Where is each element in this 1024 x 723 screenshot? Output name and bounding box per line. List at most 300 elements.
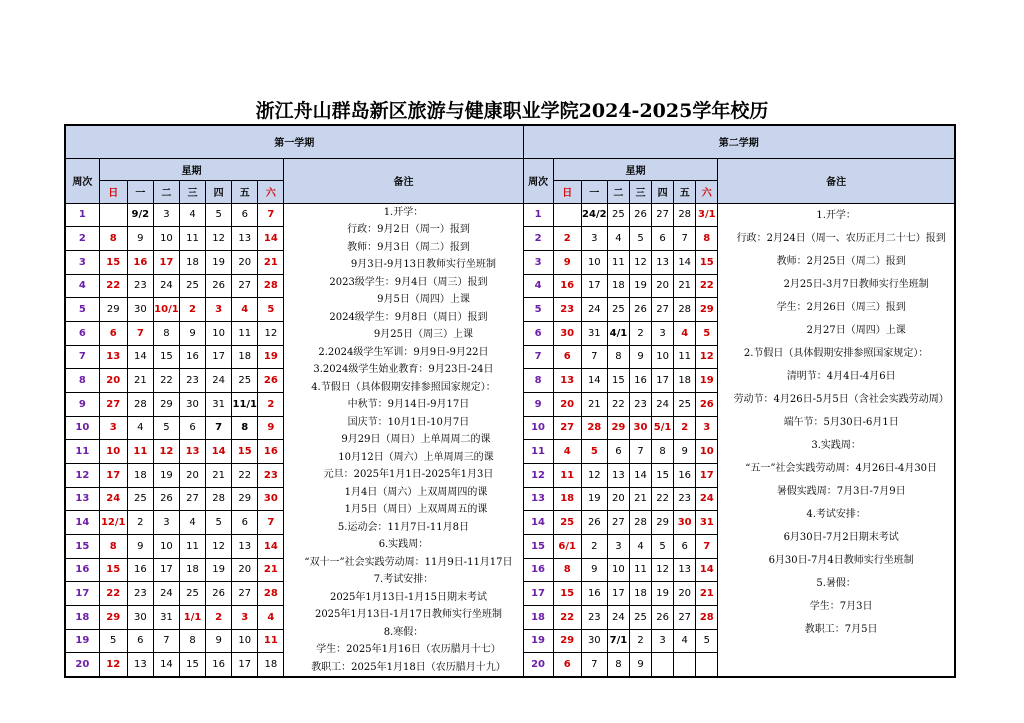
sem2-day-cell: 28	[696, 605, 718, 629]
sem2-day-cell: 26	[629, 298, 651, 322]
note-line: 3.实践周：	[811, 439, 861, 451]
sem2-day-cell: 8	[607, 653, 629, 677]
note-line: 2025年1月13日-1月17日教师实行坐班制	[314, 609, 502, 620]
sem1-week-number: 12	[65, 463, 99, 487]
note-line: 8.寒假：	[383, 626, 424, 638]
sem1-day-cell: 14	[206, 440, 232, 464]
sem2-day-cell: 4	[607, 227, 629, 251]
sem2-day-cell: 17	[652, 369, 674, 393]
week-col-header: 周次	[65, 158, 99, 203]
sem1-day-cell: 28	[258, 582, 284, 606]
sem2-day-cell: 25	[607, 203, 629, 227]
sem2-week-number: 20	[523, 653, 553, 677]
sem2-day-cell: 14	[629, 463, 651, 487]
sem1-week-number: 9	[65, 392, 99, 416]
note-line: 1月5日（周日）上双周周五的课	[344, 504, 488, 515]
sem1-day-cell: 12	[206, 534, 232, 558]
sem1-day-cell: 27	[99, 392, 127, 416]
note-line: “五一”社会实践劳动周：4月26日-4月30日	[745, 462, 938, 474]
sem1-day-cell: 6	[179, 416, 205, 440]
sem1-day-cell: 18	[258, 653, 284, 677]
sem1-day-cell: 10/1	[153, 298, 179, 322]
sem1-day-cell: 17	[232, 653, 258, 677]
sem2-day-cell: 25	[607, 298, 629, 322]
sem2-day-cell: 27	[607, 511, 629, 535]
day-header-sun: 日	[553, 181, 581, 204]
sem1-day-cell: 28	[258, 274, 284, 298]
note-line: 行政：2月24日（周一、农历正月二十七）报到	[736, 232, 946, 244]
sem2-day-cell: 27	[652, 298, 674, 322]
sem2-week-number: 9	[523, 392, 553, 416]
calendar-table	[64, 124, 956, 678]
day-header-mon: 一	[127, 181, 153, 204]
sem2-week-number: 1	[523, 203, 553, 227]
sem1-day-cell: 3	[232, 605, 258, 629]
sem2-day-cell: 5	[629, 227, 651, 251]
sem2-day-cell: 20	[607, 487, 629, 511]
day-header-sat: 六	[258, 181, 284, 204]
sem2-day-cell: 12	[696, 345, 718, 369]
sem1-day-cell: 13	[99, 345, 127, 369]
sem2-day-cell: 4	[629, 534, 651, 558]
sem2-day-cell: 18	[553, 487, 581, 511]
sem1-week-number: 3	[65, 250, 99, 274]
sem1-day-cell: 30	[127, 605, 153, 629]
sem1-day-cell: 3	[206, 298, 232, 322]
sem1-day-cell: 6	[127, 629, 153, 653]
sem1-day-cell: 7	[258, 203, 284, 227]
sem2-day-cell: 16	[553, 274, 581, 298]
sem1-day-cell: 21	[206, 463, 232, 487]
sem2-day-cell: 31	[696, 511, 718, 535]
day-header-thu: 四	[206, 181, 232, 204]
note-line: 3.2024级学生始业教育：9月23日-24日	[313, 364, 494, 375]
sem2-day-cell: 2	[581, 534, 607, 558]
sem2-day-cell: 3	[652, 629, 674, 653]
sem2-week-number: 18	[523, 605, 553, 629]
sem1-day-cell: 31	[206, 392, 232, 416]
sem2-day-cell: 4	[553, 440, 581, 464]
sem1-day-cell: 28	[127, 392, 153, 416]
sem1-day-cell: 8	[99, 534, 127, 558]
sem2-day-cell: 13	[607, 463, 629, 487]
sem2-week-number: 16	[523, 558, 553, 582]
sem1-day-cell: 9	[206, 629, 232, 653]
sem2-day-cell: 19	[652, 582, 674, 606]
sem2-day-cell: 15	[696, 250, 718, 274]
sem1-day-cell: 14	[127, 345, 153, 369]
note-line: 6月30日-7月4日教师实行坐班制	[768, 554, 914, 566]
sem1-day-cell: 21	[258, 250, 284, 274]
note-line: 6月30日-7月2日期末考试	[783, 531, 899, 543]
sem2-day-cell	[696, 653, 718, 677]
sem2-day-cell: 22	[553, 605, 581, 629]
sem1-day-cell: 12	[99, 653, 127, 677]
sem1-day-cell: 14	[258, 227, 284, 251]
sem1-day-cell: 12	[258, 321, 284, 345]
sem1-day-cell: 10	[153, 227, 179, 251]
sem1-day-cell: 15	[153, 345, 179, 369]
sem2-week-number: 4	[523, 274, 553, 298]
sem2-day-cell: 22	[652, 487, 674, 511]
sem2-week-number: 19	[523, 629, 553, 653]
sem1-day-cell: 27	[179, 487, 205, 511]
day-header-fri: 五	[674, 181, 696, 204]
note-line: 2.2024级学生军训：9月9日-9月22日	[318, 346, 489, 358]
sem1-day-cell: 20	[179, 463, 205, 487]
note-line: 教师：9月3日（周二）报到	[347, 241, 470, 253]
sem1-day-cell: 14	[258, 534, 284, 558]
sem2-day-cell: 3	[607, 534, 629, 558]
sem1-day-cell: 15	[179, 653, 205, 677]
sem1-day-cell: 16	[258, 440, 284, 464]
sem1-day-cell: 19	[258, 345, 284, 369]
note-line: 1.开学：	[816, 209, 856, 221]
sem2-day-cell: 17	[607, 582, 629, 606]
sem2-day-cell: 5	[696, 629, 718, 653]
sem1-day-cell: 13	[232, 227, 258, 251]
sem1-day-cell: 19	[206, 558, 232, 582]
sem1-day-cell: 10	[206, 321, 232, 345]
sem1-day-cell: 26	[206, 274, 232, 298]
sem1-day-cell: 13	[127, 653, 153, 677]
sem1-day-cell: 21	[258, 558, 284, 582]
sem2-day-cell: 23	[629, 392, 651, 416]
day-header-thu: 四	[652, 181, 674, 204]
sem1-week-number: 13	[65, 487, 99, 511]
note-line: 4.考试安排：	[806, 508, 866, 520]
sem1-week-number: 19	[65, 629, 99, 653]
sem2-day-cell: 13	[674, 558, 696, 582]
page-title: 浙江舟山群岛新区旅游与健康职业学院2024-2025学年校历	[255, 100, 769, 122]
sem1-day-cell: 30	[127, 298, 153, 322]
sem2-week-number: 8	[523, 369, 553, 393]
note-line: “双十一”社会实践劳动周：11月9日-11月17日	[304, 556, 513, 568]
sem1-day-cell: 15	[232, 440, 258, 464]
sem2-day-cell: 7/1	[607, 629, 629, 653]
sem2-day-cell: 10	[696, 440, 718, 464]
sem1-day-cell: 29	[232, 487, 258, 511]
sem1-day-cell: 27	[232, 274, 258, 298]
sem2-day-cell: 22	[607, 392, 629, 416]
sem1-day-cell: 21	[127, 369, 153, 393]
note-line: 端午节：5月30日-6月1日	[783, 416, 899, 428]
sem1-day-cell: 22	[153, 369, 179, 393]
sem1-day-cell: 16	[127, 250, 153, 274]
sem2-day-cell	[674, 653, 696, 677]
sem2-day-cell: 19	[629, 274, 651, 298]
sem1-day-cell: 5	[206, 511, 232, 535]
day-header-sun: 日	[99, 181, 127, 204]
sem1-day-cell: 2	[206, 605, 232, 629]
sem1-day-cell: 10	[99, 440, 127, 464]
sem2-day-cell: 3	[652, 321, 674, 345]
sem1-day-cell: 15	[99, 558, 127, 582]
sem2-day-cell: 8	[696, 227, 718, 251]
note-line: 学生：2月26日（周三）报到	[776, 301, 906, 313]
sem2-week-number: 11	[523, 440, 553, 464]
sem1-day-cell: 4	[179, 203, 205, 227]
sem2-day-cell: 21	[696, 582, 718, 606]
sem1-day-cell: 19	[206, 250, 232, 274]
sem2-day-cell: 15	[553, 582, 581, 606]
sem1-day-cell: 5	[153, 416, 179, 440]
sem2-day-cell: 16	[581, 582, 607, 606]
sem2-header: 第二学期	[523, 125, 955, 158]
sem2-day-cell: 18	[629, 582, 651, 606]
note-line: 9月29日（周日）上单周周二的课	[341, 434, 491, 445]
sem2-day-cell: 25	[629, 605, 651, 629]
note-line: 5.运动会：11月7日-11月8日	[337, 521, 469, 533]
sem1-day-cell: 20	[232, 250, 258, 274]
sem2-day-cell: 31	[581, 321, 607, 345]
sem2-week-number: 13	[523, 487, 553, 511]
sem1-day-cell: 26	[258, 369, 284, 393]
sem1-day-cell: 4	[127, 416, 153, 440]
note-line: 2月25日-3月7日教师实行坐班制	[783, 278, 929, 290]
sem1-day-cell: 17	[99, 463, 127, 487]
sem1-day-cell: 13	[232, 534, 258, 558]
sem2-day-cell: 6	[674, 534, 696, 558]
sem2-day-cell: 29	[607, 416, 629, 440]
sem2-day-cell: 22	[696, 274, 718, 298]
sem1-day-cell: 25	[179, 274, 205, 298]
note-line: 行政：9月2日（周一）报到	[347, 224, 470, 235]
sem2-day-cell: 6	[607, 440, 629, 464]
sem1-day-cell: 26	[206, 582, 232, 606]
sem2-day-cell: 9	[581, 558, 607, 582]
sem1-day-cell: 8	[179, 629, 205, 653]
note-line: 劳动节：4月26日-5月5日（含社会实践劳动周）	[733, 393, 949, 405]
sem2-day-cell: 7	[629, 440, 651, 464]
sem2-day-cell: 8	[607, 345, 629, 369]
sem1-day-cell: 22	[99, 274, 127, 298]
sem2-day-cell: 17	[696, 463, 718, 487]
sem2-day-cell: 16	[674, 463, 696, 487]
sem1-week-number: 8	[65, 369, 99, 393]
sem1-day-cell: 24	[99, 487, 127, 511]
sem1-day-cell: 25	[127, 487, 153, 511]
sem1-day-cell: 29	[99, 605, 127, 629]
sem2-day-cell: 23	[674, 487, 696, 511]
sem1-day-cell: 1/1	[179, 605, 205, 629]
sem2-week-number: 14	[523, 511, 553, 535]
weekday-group-header: 星期	[553, 158, 718, 181]
sem2-day-cell: 14	[674, 250, 696, 274]
sem2-day-cell: 9	[553, 250, 581, 274]
sem1-day-cell: 8	[232, 416, 258, 440]
sem2-day-cell: 7	[581, 345, 607, 369]
sem1-day-cell: 15	[99, 250, 127, 274]
sem1-day-cell: 16	[206, 653, 232, 677]
sem2-day-cell: 14	[581, 369, 607, 393]
sem2-day-cell: 13	[652, 250, 674, 274]
sem1-day-cell: 17	[153, 558, 179, 582]
sem1-day-cell: 18	[179, 250, 205, 274]
sem1-week-number: 15	[65, 534, 99, 558]
note-line: 9月25日（周三）上课	[373, 329, 473, 340]
sem1-day-cell: 5	[99, 629, 127, 653]
sem1-week-number: 16	[65, 558, 99, 582]
sem2-day-cell: 7	[581, 653, 607, 677]
sem2-day-cell: 5/1	[652, 416, 674, 440]
sem2-day-cell: 2	[674, 416, 696, 440]
sem1-day-cell: 8	[153, 321, 179, 345]
sem1-day-cell: 4	[179, 511, 205, 535]
sem2-day-cell: 23	[581, 605, 607, 629]
sem1-header: 第一学期	[65, 125, 523, 158]
notes-col-header: 备注	[718, 158, 955, 203]
sem2-day-cell: 12	[581, 463, 607, 487]
sem2-day-cell: 30	[674, 511, 696, 535]
note-line: 元旦：2025年1月1日-2025年1月3日	[323, 469, 494, 480]
note-line: 学生：2025年1月16日（农历腊月十七）	[316, 644, 501, 655]
sem1-day-cell: 25	[179, 582, 205, 606]
sem1-week-number: 7	[65, 345, 99, 369]
sem2-day-cell: 29	[553, 629, 581, 653]
sem1-week-number: 2	[65, 227, 99, 251]
sem2-day-cell: 24	[581, 298, 607, 322]
note-line: 2.节假日（具体假期安排参照国家规定）：	[743, 347, 929, 359]
sem1-day-cell	[99, 203, 127, 227]
sem2-day-cell: 27	[674, 605, 696, 629]
sem1-day-cell: 17	[153, 250, 179, 274]
sem1-week-number: 20	[65, 653, 99, 677]
sem1-day-cell: 24	[153, 582, 179, 606]
sem2-day-cell: 28	[674, 203, 696, 227]
sem1-week-number: 6	[65, 321, 99, 345]
note-line: 10月12日（周六）上单周周三的课	[338, 451, 494, 463]
day-header-tue: 二	[153, 181, 179, 204]
sem2-day-cell: 18	[674, 369, 696, 393]
sem2-day-cell: 20	[652, 274, 674, 298]
note-line: 国庆节：10月1日-10月7日	[347, 416, 470, 428]
note-line: 中秋节：9月14日-9月17日	[347, 399, 470, 410]
sem2-day-cell: 30	[581, 629, 607, 653]
sem1-day-cell: 30	[258, 487, 284, 511]
note-line: 2月27日（周四）上课	[806, 324, 906, 336]
note-line: 5.暑假：	[816, 577, 856, 589]
sem2-day-cell: 28	[629, 511, 651, 535]
sem2-day-cell: 10	[581, 250, 607, 274]
note-line: 学生：7月3日	[809, 600, 873, 612]
note-line: 教职工：7月5日	[804, 623, 878, 635]
note-line: 2025年1月13日-1月15日期末考试	[329, 591, 487, 603]
sem2-day-cell: 25	[674, 392, 696, 416]
sem1-day-cell: 24	[153, 274, 179, 298]
sem2-day-cell: 3	[696, 416, 718, 440]
sem2-day-cell: 12	[652, 558, 674, 582]
sem2-day-cell: 24/2	[581, 203, 607, 227]
sem1-day-cell: 16	[179, 345, 205, 369]
sem1-day-cell: 26	[153, 487, 179, 511]
sem2-week-number: 3	[523, 250, 553, 274]
sem1-day-cell: 27	[232, 582, 258, 606]
sem1-day-cell: 4	[258, 605, 284, 629]
sem2-day-cell: 20	[674, 582, 696, 606]
sem2-day-cell: 11	[607, 250, 629, 274]
sem2-day-cell: 6	[652, 227, 674, 251]
sem2-day-cell: 29	[652, 511, 674, 535]
sem1-day-cell: 6	[99, 321, 127, 345]
sem1-day-cell: 7	[127, 321, 153, 345]
sem2-day-cell: 26	[581, 511, 607, 535]
sem2-day-cell: 24	[607, 605, 629, 629]
sem1-day-cell: 14	[153, 653, 179, 677]
note-line: 清明节：4月4日-4月6日	[786, 370, 896, 382]
sem1-day-cell: 9	[258, 416, 284, 440]
sem2-week-number: 7	[523, 345, 553, 369]
sem2-day-cell: 30	[553, 321, 581, 345]
sem2-day-cell: 11	[553, 463, 581, 487]
sem2-day-cell: 6	[553, 653, 581, 677]
sem1-day-cell: 9/2	[127, 203, 153, 227]
note-line: 4.节假日（具体假期安排参照国家规定）：	[311, 381, 496, 393]
sem2-day-cell: 28	[674, 298, 696, 322]
sem1-day-cell: 2	[258, 392, 284, 416]
note-line: 暑假实践周：7月3日-7月9日	[776, 485, 906, 497]
sem2-day-cell: 29	[696, 298, 718, 322]
sem1-day-cell: 6	[232, 203, 258, 227]
sem1-week-number: 4	[65, 274, 99, 298]
sem1-day-cell: 7	[206, 416, 232, 440]
sem1-day-cell: 20	[232, 558, 258, 582]
sem2-day-cell: 15	[652, 463, 674, 487]
sem2-day-cell: 9	[674, 440, 696, 464]
sem1-week-number: 5	[65, 298, 99, 322]
note-line: 9月3日-9月13日教师实行坐班制	[350, 259, 497, 270]
note-line: 1.开学：	[383, 206, 424, 218]
sem2-week-number: 17	[523, 582, 553, 606]
sem2-day-cell: 3	[581, 227, 607, 251]
sem2-day-cell: 24	[696, 487, 718, 511]
sem2-day-cell: 7	[674, 227, 696, 251]
day-header-wed: 三	[179, 181, 205, 204]
sem2-day-cell: 12	[629, 250, 651, 274]
sem1-day-cell: 23	[127, 274, 153, 298]
sem1-day-cell: 29	[99, 298, 127, 322]
sem1-week-number: 1	[65, 203, 99, 227]
sem2-day-cell: 7	[696, 534, 718, 558]
sem2-day-cell: 21	[581, 392, 607, 416]
sem1-day-cell: 10	[232, 629, 258, 653]
sem1-day-cell: 11	[179, 534, 205, 558]
sem1-day-cell: 23	[258, 463, 284, 487]
sem1-day-cell: 9	[179, 321, 205, 345]
sem2-day-cell	[553, 203, 581, 227]
sem2-day-cell: 5	[581, 440, 607, 464]
sem1-day-cell: 2	[179, 298, 205, 322]
sem1-day-cell: 6	[232, 511, 258, 535]
sem2-day-cell: 14	[696, 558, 718, 582]
sem2-day-cell: 2	[629, 321, 651, 345]
note-line: 9月5日（周四）上课	[377, 294, 470, 305]
sem1-notes	[284, 203, 523, 677]
sem2-day-cell: 18	[607, 274, 629, 298]
note-line: 6.实践周：	[378, 539, 429, 550]
sem2-day-cell: 9	[629, 345, 651, 369]
sem1-day-cell: 3	[153, 511, 179, 535]
sem1-day-cell: 12	[153, 440, 179, 464]
sem1-day-cell: 12	[206, 227, 232, 251]
sem2-day-cell: 9	[629, 653, 651, 677]
sem1-day-cell: 28	[206, 487, 232, 511]
sem2-day-cell: 16	[629, 369, 651, 393]
sem1-day-cell: 10	[153, 534, 179, 558]
sem1-day-cell: 11/1	[232, 392, 258, 416]
sem1-week-number: 17	[65, 582, 99, 606]
sem1-day-cell: 13	[179, 440, 205, 464]
